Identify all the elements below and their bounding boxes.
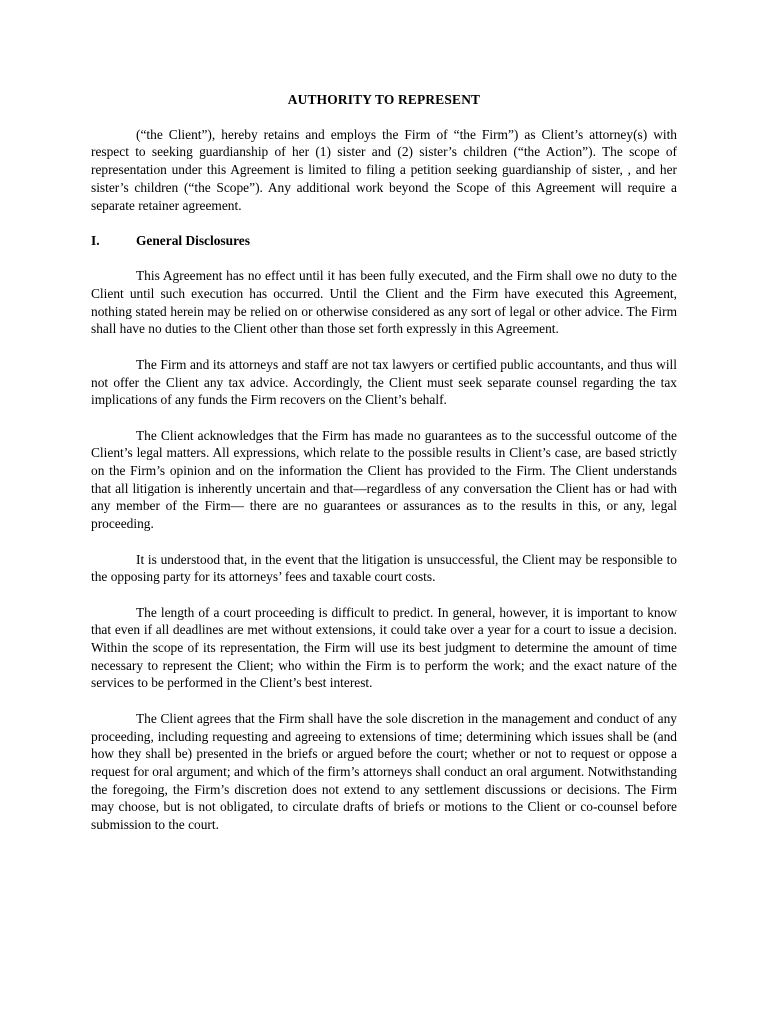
document-body	[91, 91, 677, 851]
section-heading	[91, 232, 677, 250]
paragraph-tax-advice: The Firm and its attorneys and staff are not tax lawyers or certified public accountants, and thus will not offer the Client any tax advice. Accordingly, the Client must seek separate counsel regarding the tax implications of any funds the Firm recovers on the Client’s behalf.	[91, 356, 677, 408]
paragraph-proceeding-length: The length of a court proceeding is difficult to predict. In general, however, it is important to know that even if all deadlines are met without extensions, it could take over a year for a court to issue a decision. Within the scope of its representation, the Firm will use its best judgment to determine the amount of time necessary to represent the Client; who within the Firm is to perform the work; and the exact nature of the services to be performed in the Client’s best interest.	[91, 604, 677, 691]
intro-paragraph: (“the Client”), hereby retains and employs the Firm of “the Firm”) as Client’s attorney(s) with respect to seeking guardianship of her (1) sister and (2) sister’s children (“the Action”). The scope of representation under this Agreement is limited to filing a petition seeking guardianship of sister, , and her sister’s children (“the Scope”). Any additional work beyond the Scope of this Agreement will require a separate retainer agreement.	[91, 126, 677, 213]
paragraph-effectiveness: This Agreement has no effect until it has been fully executed, and the Firm shall owe no duty to the Client until such execution has occurred. Until the Client and the Firm have executed this Agreement, nothing stated herein may be relied on or otherwise considered as any sort of legal or other advice. The Firm shall have no duties to the Client other than those set forth expressly in this Agreement.	[91, 268, 677, 337]
paragraph-no-guarantees: The Client acknowledges that the Firm has made no guarantees as to the successful outcome of the Client’s legal matters. All expressions, which relate to the possible results in Client’s case, are based strictly on the Firm’s opinion and on the information the Client has provided to the Firm. The Client understands that all litigation is inherently uncertain and that—regardless of any conversation the Client has or had with any member of the Firm— there are no guarantees or assurances as to the results in this, or any, legal proceeding.	[91, 427, 677, 532]
document-title: AUTHORITY TO REPRESENT	[287, 92, 481, 107]
section-number: I.	[91, 232, 100, 248]
section-title: General Disclosures	[136, 232, 250, 248]
paragraph-opposing-costs: It is understood that, in the event that the litigation is unsuccessful, the Client may be responsible to the opposing party for its attorneys’ fees and taxable court costs.	[91, 551, 677, 585]
paragraph-firm-discretion: The Client agrees that the Firm shall have the sole discretion in the management and conduct of any proceeding, including requesting and agreeing to extensions of time; determining which issues shall be (and how they shall be) presented in the briefs or argued before the court; whether or not to request or oppose a request for oral argument; and which of the firm’s attorneys shall conduct an oral argument. Notwithstanding the foregoing, the Firm’s discretion does not extend to any settlement discussions or decisions. The Firm may choose, but is not obligated, to circulate drafts of briefs or motions to the Client or co-counsel before submission to the court.	[91, 710, 677, 833]
